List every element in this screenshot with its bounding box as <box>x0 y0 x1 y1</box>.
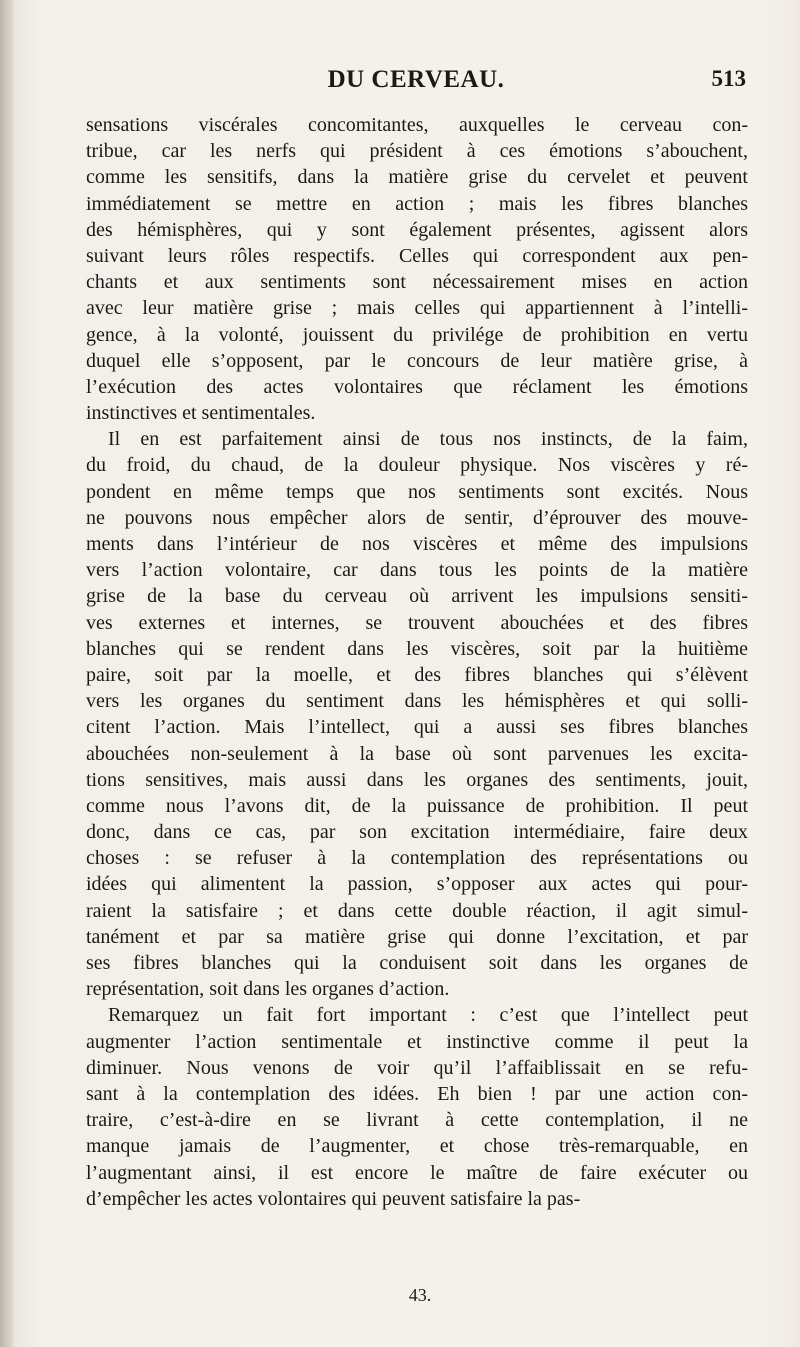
text-line: vers les organes du sentiment dans les hémisphères et qui solli- <box>86 690 748 713</box>
text-line: augmenter l’action sentimentale et instinctive comme il peut la <box>86 1030 748 1053</box>
text-line: blanches qui se rendent dans les viscères, soit par la huitième <box>86 637 748 660</box>
text-line: comme nous l’avons dit, de la puissance de prohibition. Il peut <box>86 794 748 817</box>
text-line: tanément et par sa matière grise qui donne l’excitation, et par <box>86 925 748 948</box>
text-line: traire, c’est-à-dire en se livrant à cette contemplation, il ne <box>86 1109 748 1132</box>
text-line: immédiatement se mettre en action ; mais les fibres blanches <box>86 192 748 215</box>
signature-mark: 43. <box>408 1285 432 1305</box>
text-line: gence, à la volonté, jouissent du privilége de prohibition en vertu <box>86 323 748 346</box>
text-line: paire, soit par la moelle, et des fibres blanches qui s’élèvent <box>86 663 748 686</box>
text-line: tribue, car les nerfs qui président à ces émotions s’abouchent, <box>86 140 748 163</box>
text-line: ments dans l’intérieur de nos viscères et même des impulsions <box>86 533 748 555</box>
text-line: Remarquez un fait fort important : c’est que l’intellect peut <box>108 1004 748 1027</box>
text-line: grise de la base du cerveau où arrivent les impulsions sensiti- <box>86 585 748 608</box>
text-line: comme les sensitifs, dans la matière grise du cervelet et peuvent <box>86 166 748 189</box>
running-title: DU CERVEAU. <box>327 66 505 93</box>
text-line: tions sensitives, mais aussi dans les organes des sentiments, jouit, <box>86 768 748 791</box>
text-line: l’exécution des actes volontaires que réclament les émotions <box>86 375 748 398</box>
text-line: Il en est parfaitement ainsi de tous nos instincts, de la faim, <box>108 428 748 451</box>
text-line: manque jamais de l’augmenter, et chose très-remarquable, en <box>86 1135 748 1158</box>
running-head <box>86 66 746 96</box>
text-line: donc, dans ce cas, par son excitation intermédiaire, faire deux <box>86 821 748 844</box>
text-line: chants et aux sentiments sont nécessairement mises en action <box>86 271 748 294</box>
text-line: avec leur matière grise ; mais celles qui appartiennent à l’intelli- <box>86 297 748 320</box>
text-line: des hémisphères, qui y sont également présentes, agissent alors <box>86 218 748 241</box>
text-line: sant à la contemplation des idées. Eh bien ! par une action con- <box>86 1082 748 1105</box>
text-line: représentation, soit dans les organes d’action. <box>86 978 450 1001</box>
text-line: abouchées non-seulement à la base où sont parvenues les excita- <box>86 742 748 765</box>
text-line: ne pouvons nous empêcher alors de sentir, d’éprouver des mouve- <box>86 506 748 529</box>
text-line: vers l’action volontaire, car dans tous les points de la matière <box>86 559 748 582</box>
text-line: ves externes et internes, se trouvent abouchées et des fibres <box>86 611 748 634</box>
text-line: raient la satisfaire ; et dans cette double réaction, il agit simul- <box>86 899 748 922</box>
text-line: diminuer. Nous venons de voir qu’il l’affaiblissait en se refu- <box>86 1056 748 1079</box>
text-line: du froid, du chaud, de la douleur physique. Nos viscères y ré- <box>86 454 748 477</box>
text-line: choses : se refuser à la contemplation des représentations ou <box>86 847 748 870</box>
text-line: sensations viscérales concomitantes, auxquelles le cerveau con- <box>86 114 748 136</box>
body-text <box>86 112 748 1212</box>
text-line: citent l’action. Mais l’intellect, qui a aussi ses fibres blanches <box>86 716 748 739</box>
text-line: l’augmentant ainsi, il est encore le maître de faire exécuter ou <box>86 1161 748 1184</box>
page-gutter <box>0 0 14 1347</box>
text-line: instinctives et sentimentales. <box>86 402 316 425</box>
text-line: suivant leurs rôles respectifs. Celles qui correspondent aux pen- <box>86 244 748 267</box>
text-line: duquel elle s’opposent, par le concours de leur matière grise, à <box>86 349 748 372</box>
text-line: d’empêcher les actes volontaires qui peuvent satisfaire la pas- <box>86 1187 581 1210</box>
text-line: pondent en même temps que nos sentiments sont excités. Nous <box>86 480 748 503</box>
page-number: 513 <box>711 66 746 91</box>
text-line: idées qui alimentent la passion, s’opposer aux actes qui pour- <box>86 873 748 896</box>
text-line: ses fibres blanches qui la conduisent soit dans les organes de <box>86 952 748 974</box>
